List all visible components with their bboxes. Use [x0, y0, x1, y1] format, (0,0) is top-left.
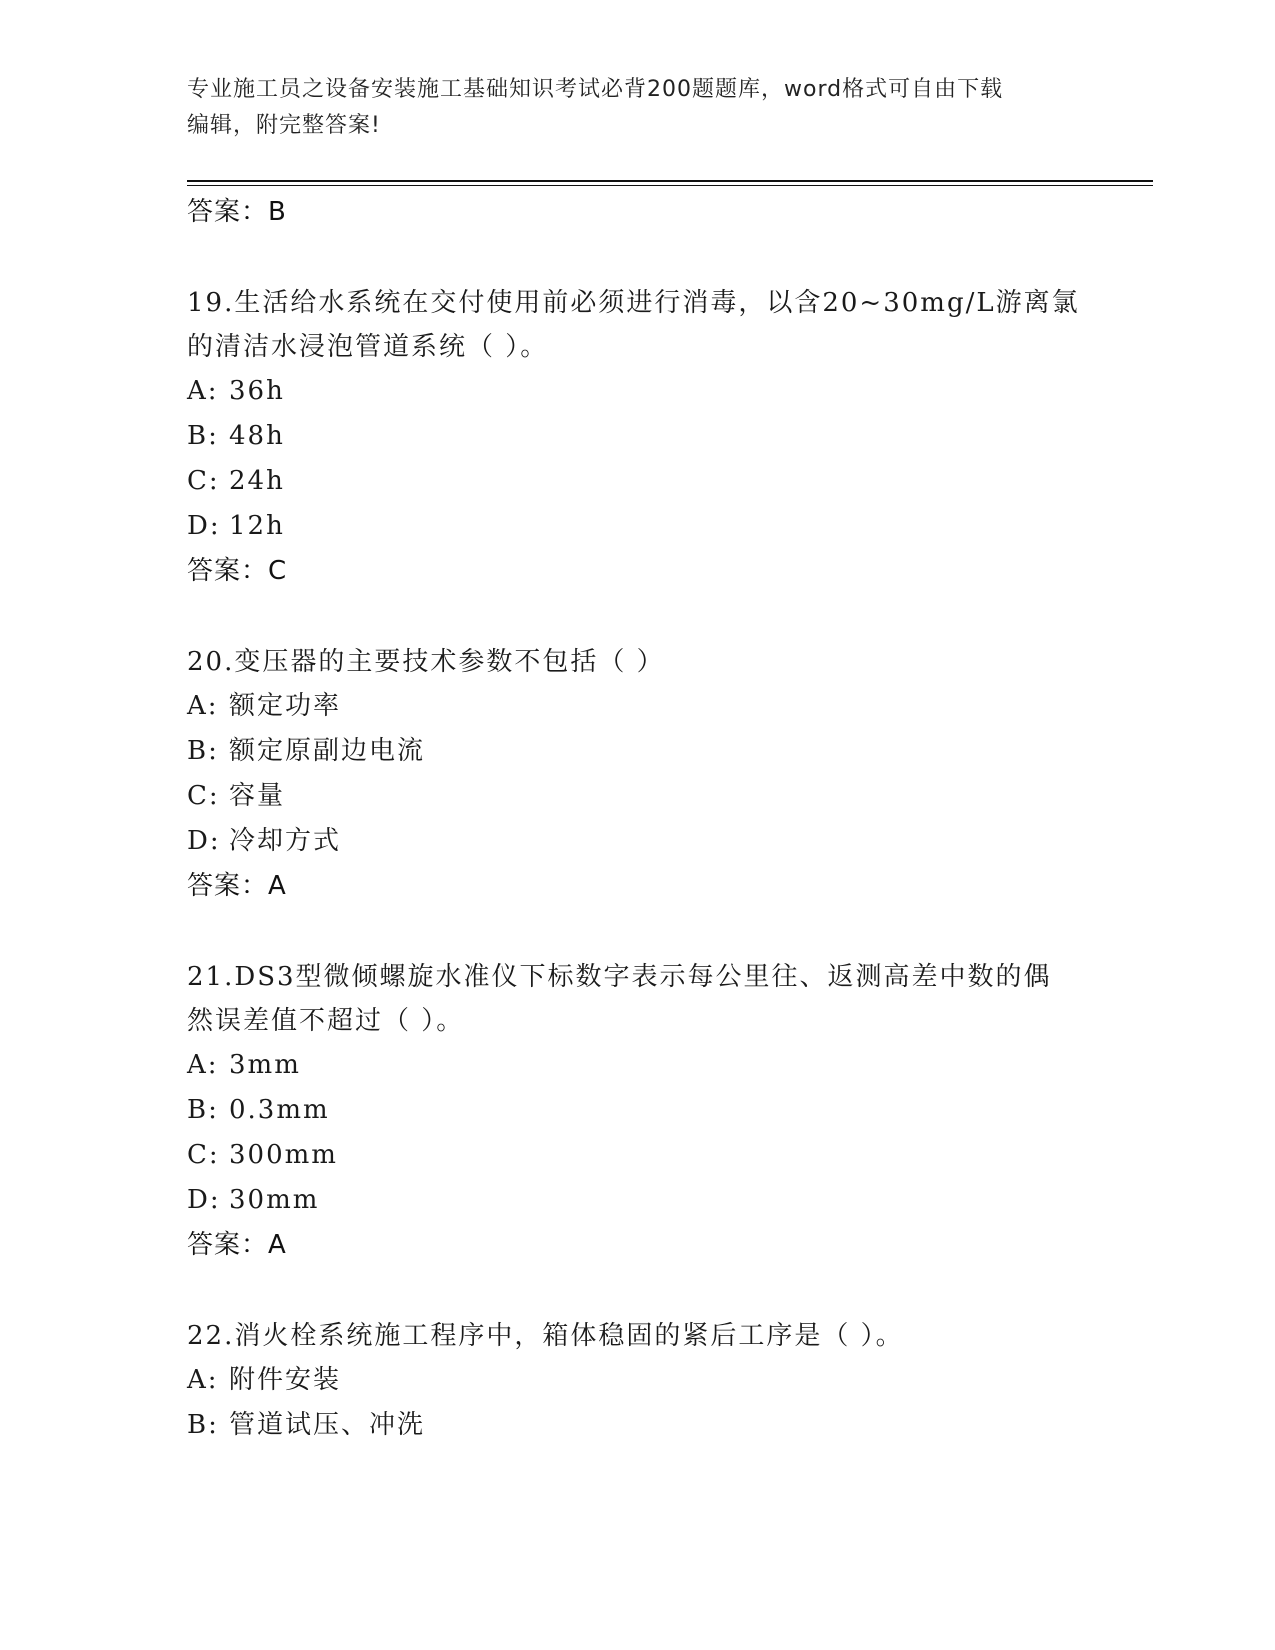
question-line-1: 19.生活给水系统在交付使用前必须进行消毒，以含20~30mg/L游离氯	[187, 288, 1080, 318]
option-key: A:	[187, 691, 219, 721]
option-a	[187, 684, 1107, 729]
option-text: 冷却方式	[229, 826, 342, 856]
option-b	[187, 729, 1107, 774]
option-text: 30mm	[229, 1185, 320, 1215]
question-19	[187, 281, 1107, 593]
option-text: 管道试压、冲洗	[229, 1410, 426, 1440]
option-text: 24h	[229, 466, 285, 496]
option-key: A:	[187, 1050, 219, 1080]
question-text	[187, 640, 1107, 684]
question-line-2: 然误差值不超过（ ）。	[187, 1006, 465, 1036]
option-a	[187, 1043, 1107, 1088]
option-b	[187, 414, 1107, 459]
option-key: D:	[187, 1185, 221, 1215]
question-line-2: 的清洁水浸泡管道系统（ ）。	[187, 332, 549, 362]
option-text: 容量	[229, 781, 286, 811]
option-text: 额定原副边电流	[229, 736, 426, 766]
answer-previous: 答案：B	[187, 197, 287, 227]
option-text: 12h	[229, 511, 285, 541]
option-key: C:	[187, 781, 220, 811]
option-d	[187, 819, 1107, 864]
question-text	[187, 281, 1107, 369]
question-line-1: 22.消火栓系统施工程序中，箱体稳固的紧后工序是（ ）。	[187, 1321, 904, 1351]
option-text: 3mm	[229, 1050, 301, 1080]
option-a	[187, 369, 1107, 414]
answer: 答案：A	[187, 1230, 287, 1260]
option-a	[187, 1358, 1107, 1403]
option-key: A:	[187, 1365, 219, 1395]
question-text	[187, 955, 1107, 1043]
header-line-1: 专业施工员之设备安装施工基础知识考试必背200题题库，word格式可自由下载	[187, 77, 1004, 102]
question-line-1: 21.DS3型微倾螺旋水准仪下标数字表示每公里往、返测高差中数的偶	[187, 962, 1052, 992]
option-key: D:	[187, 511, 221, 541]
option-key: B:	[187, 1410, 219, 1440]
option-d	[187, 504, 1107, 549]
option-text: 额定功率	[229, 691, 342, 721]
header-line-2: 编辑，附完整答案!	[187, 113, 381, 138]
option-text: 36h	[229, 376, 285, 406]
option-c	[187, 459, 1107, 504]
option-key: C:	[187, 466, 220, 496]
option-key: C:	[187, 1140, 220, 1170]
question-text	[187, 1314, 1107, 1358]
option-key: B:	[187, 1095, 219, 1125]
option-key: A:	[187, 376, 219, 406]
document-body	[187, 190, 1107, 1448]
page-header	[187, 72, 1087, 144]
question-22	[187, 1314, 1107, 1448]
option-key: B:	[187, 421, 219, 451]
question-21	[187, 955, 1107, 1267]
option-b	[187, 1088, 1107, 1133]
option-key: B:	[187, 736, 219, 766]
option-text: 48h	[229, 421, 285, 451]
option-text: 附件安装	[229, 1365, 342, 1395]
option-c	[187, 774, 1107, 819]
option-c	[187, 1133, 1107, 1178]
answer: 答案：C	[187, 556, 288, 586]
option-text: 300mm	[229, 1140, 338, 1170]
question-line-1: 20.变压器的主要技术参数不包括（ ）	[187, 647, 665, 677]
option-b	[187, 1403, 1107, 1448]
header-divider-thin	[187, 185, 1153, 186]
option-text: 0.3mm	[229, 1095, 330, 1125]
option-d	[187, 1178, 1107, 1223]
header-divider-thick	[187, 180, 1153, 182]
answer: 答案：A	[187, 871, 287, 901]
option-key: D:	[187, 826, 221, 856]
question-20	[187, 640, 1107, 908]
